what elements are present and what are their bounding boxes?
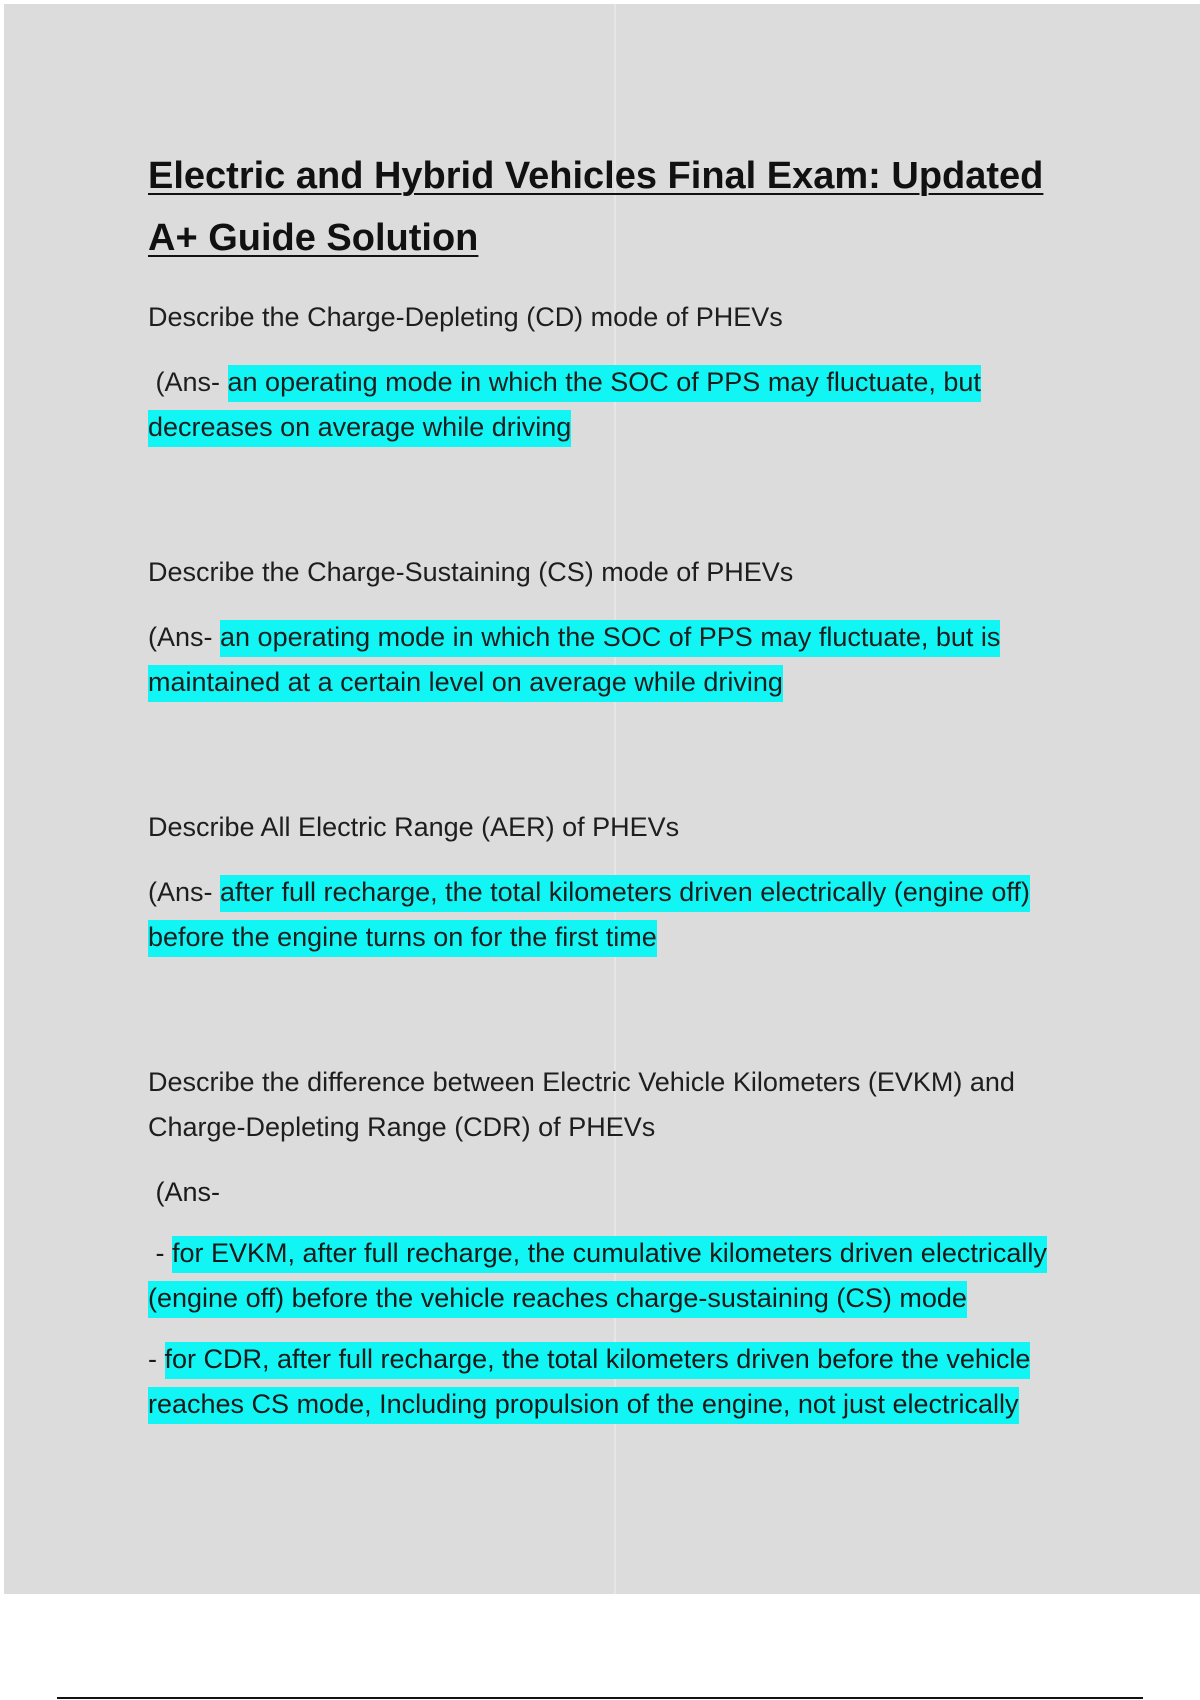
footer-divider — [57, 1697, 1143, 1699]
question-4: Describe the difference between Electric Vehicle Kilometers (EVKM) and Charge-Depleting Range (CDR) of PHEVs — [148, 1067, 1015, 1142]
bullet-dash: - — [148, 1344, 165, 1374]
spacer — [148, 450, 1098, 550]
question-2: Describe the Charge-Sustaining (CS) mode of PHEVs — [148, 557, 794, 587]
question-1: Describe the Charge-Depleting (CD) mode of PHEVs — [148, 302, 783, 332]
bullet-dash: - — [148, 1238, 172, 1268]
answer-3 — [148, 870, 1098, 960]
answer-2-highlight: an operating mode in which the SOC of PPS may fluctuate, but is maintained at a certain level on average while driving — [148, 620, 1000, 702]
document-content — [148, 145, 1098, 1443]
answer-4-prefix — [148, 1170, 1098, 1215]
answer-4-prefix-text: (Ans- — [148, 1177, 221, 1207]
answer-4-cdr-highlight: for CDR, after full recharge, the total kilometers driven before the vehicle reaches CS mode, Including propulsion of the engine, not just electrically — [148, 1342, 1030, 1424]
question-3: Describe All Electric Range (AER) of PHEVs — [148, 812, 680, 842]
answer-4-bullet-cdr — [148, 1337, 1098, 1427]
answer-3-highlight: after full recharge, the total kilometers driven electrically (engine off) before the engine turns on for the first time — [148, 875, 1030, 957]
answer-4-evkm-highlight: for EVKM, after full recharge, the cumulative kilometers driven electrically (engine off) before the vehicle reaches charge-sustaining (CS) mode — [148, 1236, 1047, 1318]
spacer — [148, 705, 1098, 805]
answer-1-highlight: an operating mode in which the SOC of PPS may fluctuate, but decreases on average while driving — [148, 365, 981, 447]
answer-2 — [148, 615, 1098, 705]
document-title: Electric and Hybrid Vehicles Final Exam: Updated A+ Guide Solution — [148, 155, 1044, 259]
answer-1-prefix: (Ans- — [148, 367, 228, 397]
spacer — [148, 960, 1098, 1060]
answer-4-bullet-evkm — [148, 1231, 1098, 1321]
answer-1 — [148, 360, 1098, 450]
answer-2-prefix: (Ans- — [148, 622, 221, 652]
answer-3-prefix: (Ans- — [148, 877, 221, 907]
